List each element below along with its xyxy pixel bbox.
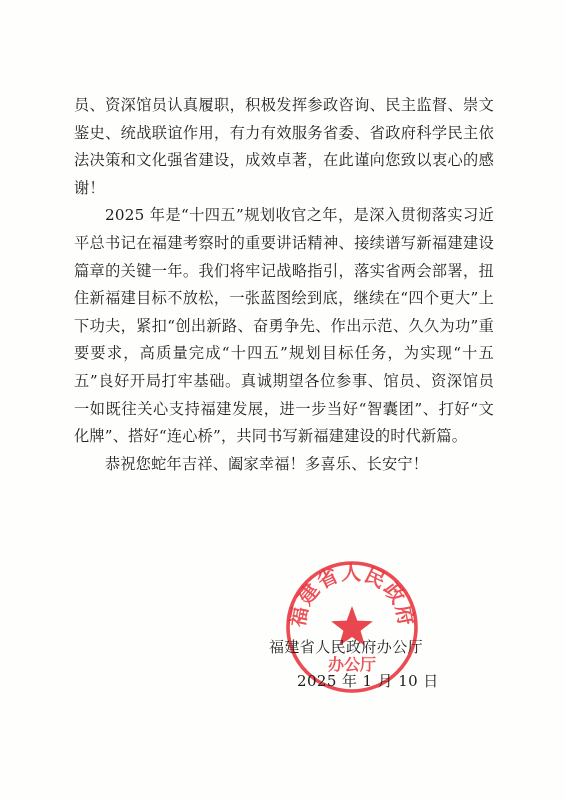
seal-bottom-text: 办公厅 bbox=[327, 655, 377, 674]
paragraph-greeting: 恭祝您蛇年吉祥、阖家幸福！多喜乐、长安宁！ bbox=[105, 454, 429, 473]
letter-body bbox=[74, 92, 494, 478]
signature-organization: 福建省人民政府办公厅 bbox=[269, 638, 424, 656]
signature-date: 2025 年 1 月 10 日 bbox=[297, 672, 439, 690]
seal-arc-text: 福建省人民政府 bbox=[285, 560, 419, 629]
paragraph-2025-plan: 2025 年是“十四五”规划收官之年，是深入贯彻落实习近平总书记在福建考察时的重要讲话精神、接续谱写新福建建设篇章的关键一年。我们将牢记战略指引，落实省两会部署，扭住新福建目标不放松，一张蓝图绘到底，继续在“四个更大”上下功夫，紧扣“创出新路、奋勇争先、作出示范、久久为功”重要要求，高质量完成“十四五”规划目标任务，为实现“十五五”良好开局打牢基础。真诚期望各位参事、馆员、资深馆员一如既往关心支持福建发展，进一步当好“智囊团”、打好“文化牌”、搭好“连心桥”，共同书写新福建建设的时代新篇。 bbox=[74, 206, 494, 446]
paragraph-continuation: 员、资深馆员认真履职，积极发挥参政咨询、民主监督、崇文鉴史、统战联谊作用，有力有效服务省委、省政府科学民主依法决策和文化强省建设，成效卓著，在此谨向您致以衷心的感谢！ bbox=[74, 96, 494, 197]
